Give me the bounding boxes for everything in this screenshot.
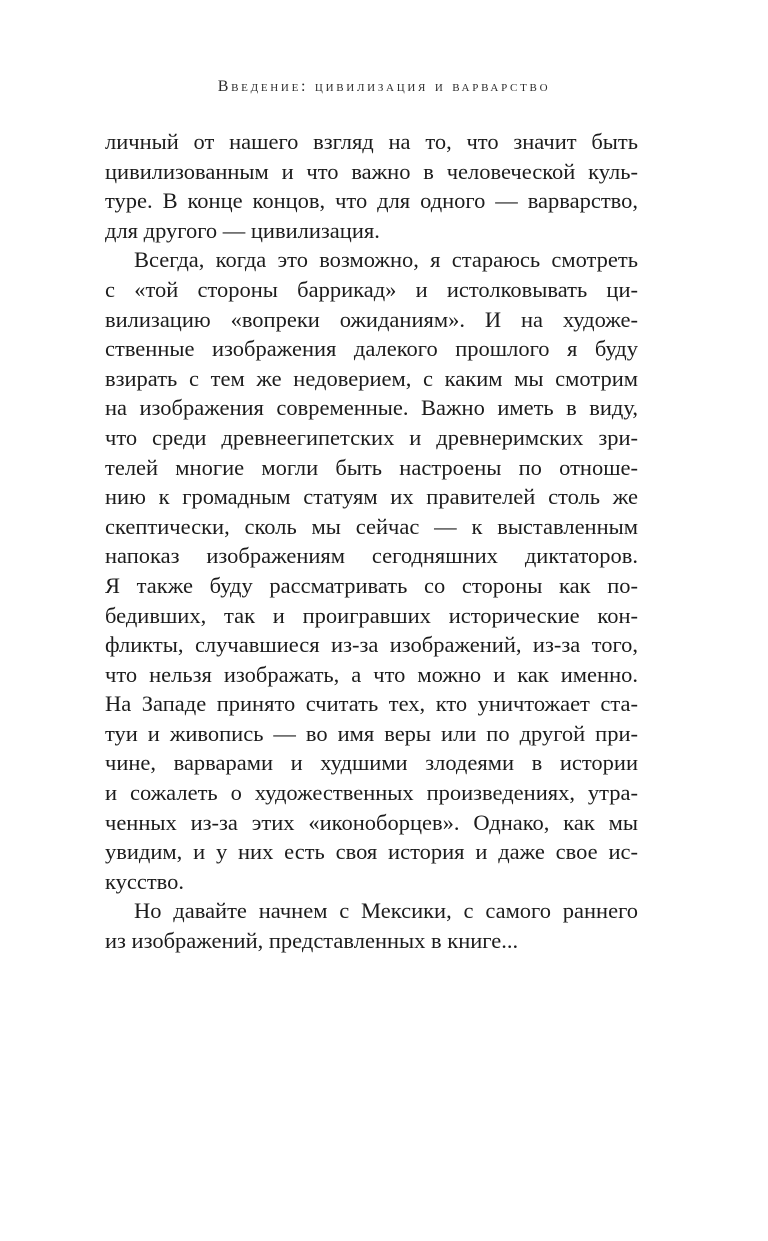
text-line: напоказ изображениям сегодняшних диктаторов. <box>105 543 638 569</box>
text-line: ственные изображения далекого прошлого я буду <box>105 336 638 362</box>
text-line: и сожалеть о художественных произведениях, утра- <box>105 780 638 806</box>
text-line: цивилизованным и что важно в человеческой куль- <box>105 158 638 184</box>
text-line: бедивших, так и проигравших исторические кон- <box>105 602 638 628</box>
running-header: Введение: цивилизация и варварство <box>217 78 551 95</box>
text-line: кусство. <box>105 868 185 894</box>
text-line: что нельзя изображать, а что можно и как именно. <box>105 661 638 687</box>
text-line: туи и живопись — во имя веры или по другой при- <box>105 720 638 746</box>
text-line: взирать с тем же недоверием, с каким мы смотрим <box>105 365 638 391</box>
text-line: для другого — цивилизация. <box>105 217 380 243</box>
text-line: из изображений, представленных в книге... <box>105 928 519 954</box>
text-line: На Западе принято считать тех, кто уничтожает ста- <box>105 691 638 717</box>
text-block <box>105 127 638 956</box>
text-line: увидим, и у них есть своя история и даже свое ис- <box>105 839 638 865</box>
text-line: вилизацию «вопреки ожиданиям». И на художе- <box>105 306 638 332</box>
text-line: телей многие могли быть настроены по отноше- <box>105 454 638 480</box>
text-line: туре. В конце концов, что для одного — варварство, <box>105 188 638 214</box>
text-line: фликты, случавшиеся из-за изображений, из-за того, <box>105 632 638 658</box>
text-line: ченных из-за этих «иконоборцев». Однако, как мы <box>105 809 638 835</box>
text-line: на изображения современные. Важно иметь в виду, <box>105 395 638 421</box>
text-line: личный от нашего взгляд на то, что значит быть <box>105 129 638 154</box>
text-line: Я также буду рассматривать со стороны как по- <box>105 572 638 598</box>
text-line: скептически, сколь мы сейчас — к выставленным <box>105 513 638 539</box>
text-line: что среди древнеегипетских и древнеримских зри- <box>105 424 638 450</box>
text-line: чине, варварами и худшими злодеями в истории <box>105 750 638 776</box>
text-line: нию к громадным статуям их правителей столь же <box>105 484 638 510</box>
text-line: Но давайте начнем с Мексики, с самого раннего <box>134 898 638 924</box>
text-line: Всегда, когда это возможно, я стараюсь смотреть <box>134 247 638 273</box>
text-line: с «той стороны баррикад» и истолковывать ци- <box>105 276 638 302</box>
